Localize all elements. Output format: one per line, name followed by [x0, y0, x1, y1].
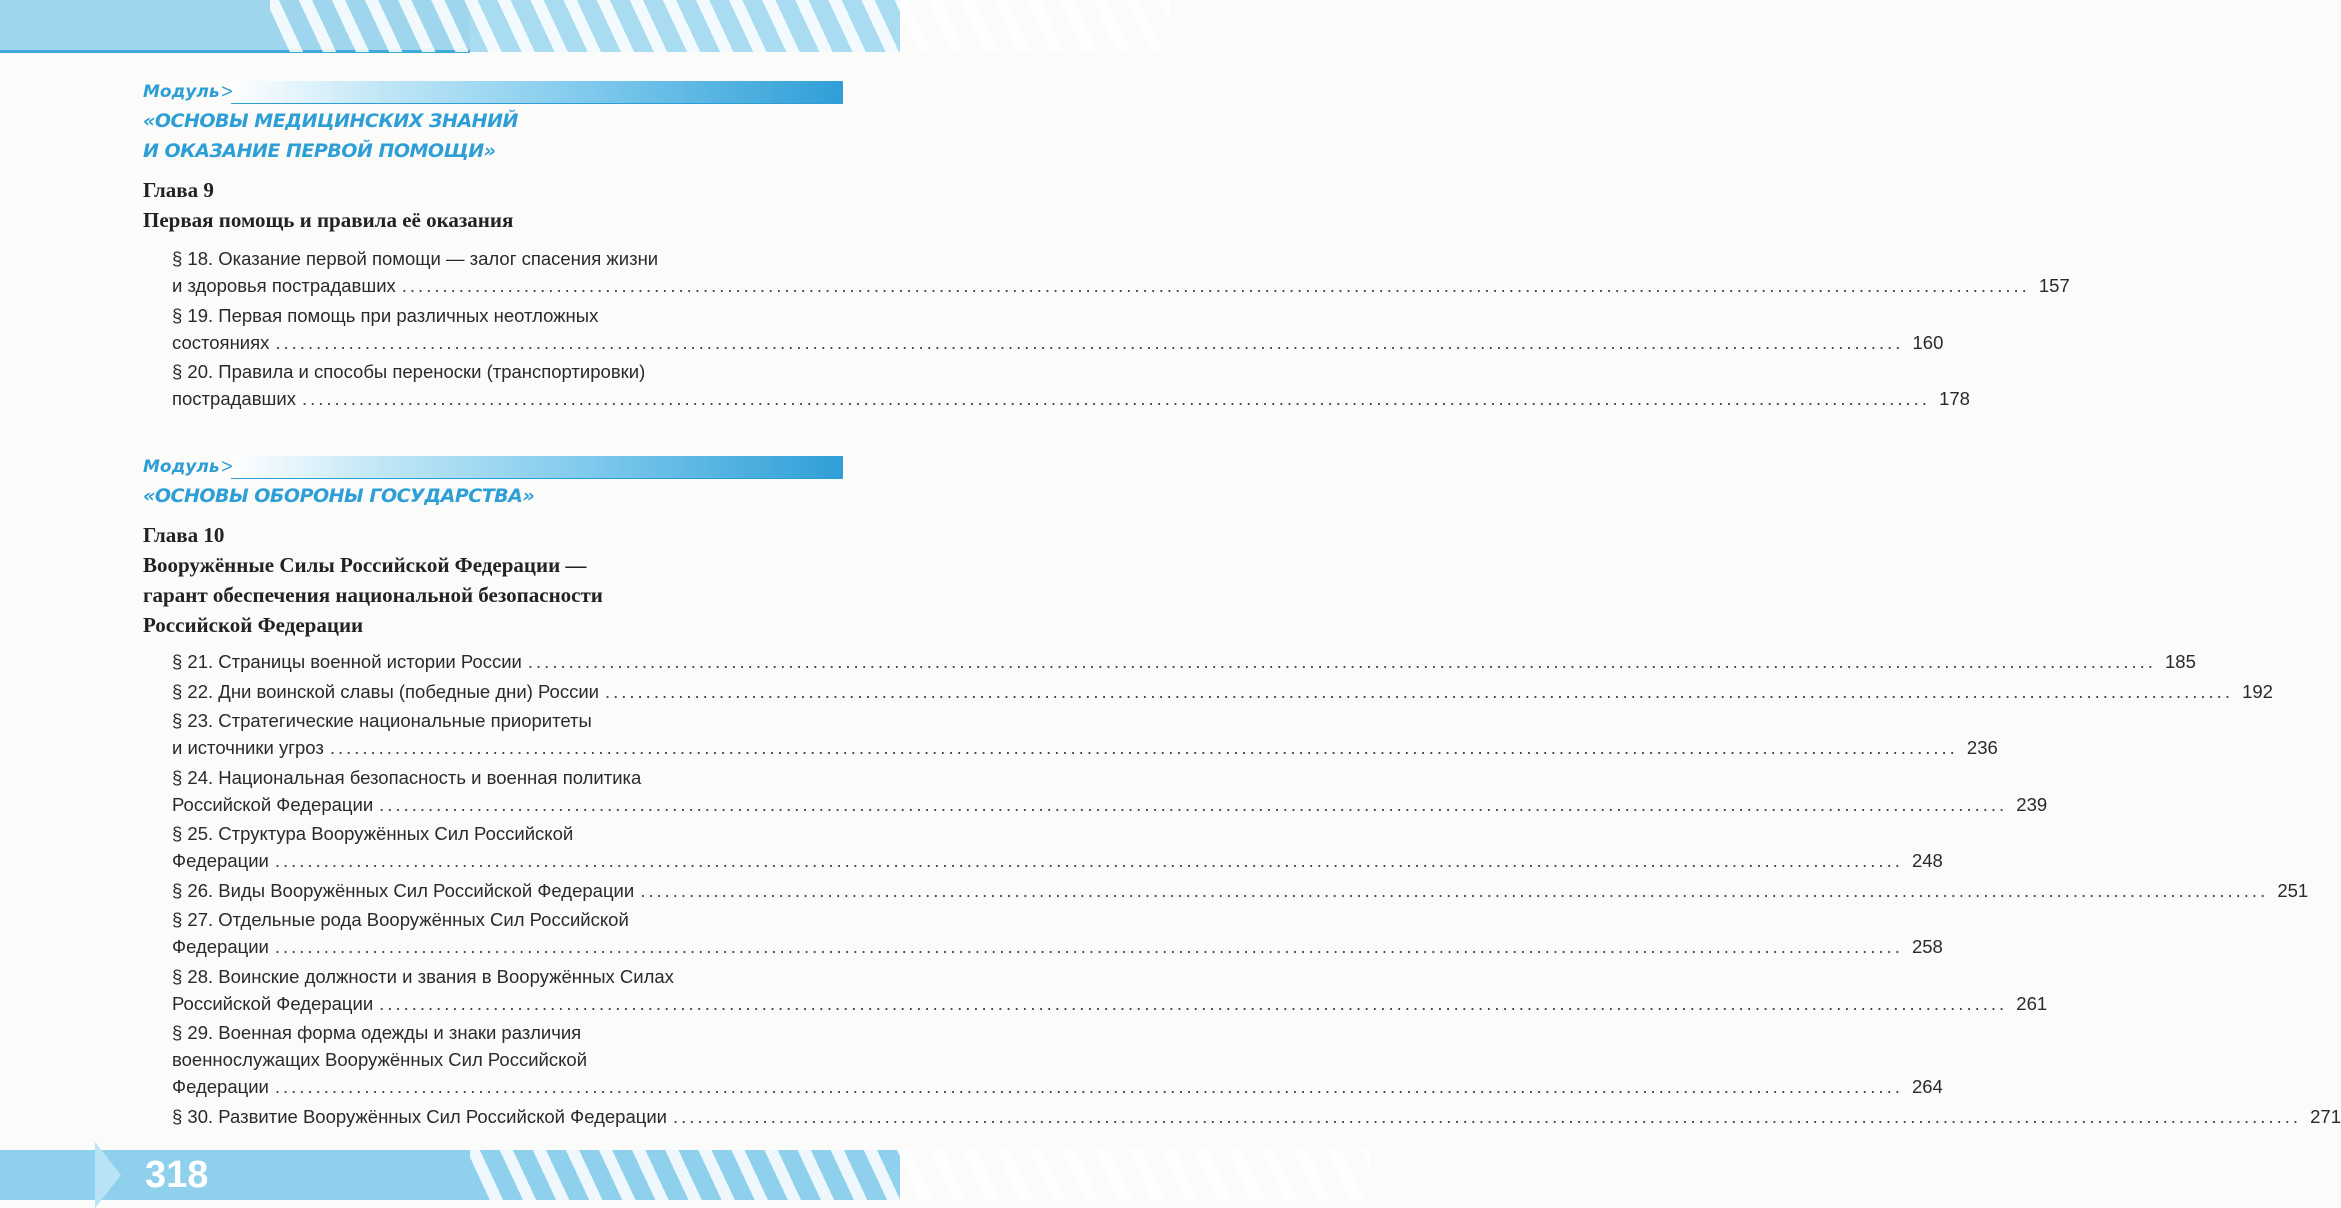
- module-bar: [221, 455, 843, 479]
- toc-entry-text: § 19. Первая помощь при различных неотложных: [172, 304, 599, 326]
- toc-entry-text: § 29. Военная форма одежды и знаки различия: [172, 1022, 582, 1043]
- toc-entry-text: § 28. Воинские должности и звания в Вооружённых Силах: [172, 965, 674, 987]
- toc-page-number: 271: [2310, 1105, 2341, 1127]
- toc-page-number: 239: [2016, 793, 2048, 815]
- toc-entry[interactable]: [172, 1019, 1943, 1100]
- toc-page-number: 264: [1911, 1076, 1943, 1097]
- dot-leader: ........................................................................................................................................................................................................: [275, 331, 1904, 353]
- toc-entry-line: [172, 245, 844, 272]
- toc-entry-line: [172, 678, 2273, 705]
- toc-entry[interactable]: [172, 820, 1943, 874]
- toc-entry[interactable]: [172, 678, 2273, 705]
- dot-leader: ........................................................................................................................................................................................................: [673, 1105, 2301, 1127]
- toc-entry-text: Российской Федерации: [172, 992, 374, 1014]
- toc-entry-text: § 21. Страницы военной истории России: [172, 651, 522, 672]
- toc-entry-line: [172, 1046, 844, 1073]
- toc-entry-line: [172, 272, 2070, 299]
- toc-page-number: 251: [2277, 879, 2309, 901]
- chapter-title-line: Вооружённые Силы Российской Федерации —: [143, 553, 587, 577]
- toc-page-number: 160: [1912, 331, 1944, 353]
- page-number: 318: [145, 1154, 209, 1196]
- toc-entry-text: § 24. Национальная безопасность и военная политика: [172, 766, 642, 788]
- toc-entry[interactable]: [172, 906, 1943, 960]
- dot-leader: ........................................................................................................................................................................................................: [274, 850, 1903, 871]
- toc-entry-text: Российской Федерации: [172, 793, 374, 815]
- dot-leader: ........................................................................................................................................................................................................: [527, 651, 2156, 672]
- toc-entry-line: [172, 1073, 1943, 1100]
- toc-entry-text: § 18. Оказание первой помощи — залог спасения жизни: [172, 248, 659, 269]
- module-label: Модуль: [143, 82, 220, 102]
- chapter-title: Первая помощь и правила её оказания: [143, 208, 514, 232]
- toc-entry-text: Федерации: [172, 936, 269, 957]
- module-title-line: И ОКАЗАНИЕ ПЕРВОЙ ПОМОЩИ»: [143, 140, 496, 162]
- toc-entry-text: Федерации: [172, 850, 269, 871]
- toc-entry[interactable]: [172, 245, 2070, 299]
- toc-entry-line: [172, 820, 844, 847]
- toc-entry-line: [172, 302, 844, 329]
- toc-page-number: 185: [2165, 651, 2196, 672]
- toc-entry-line: [172, 933, 1943, 960]
- toc-entry-text: § 27. Отдельные рода Вооружённых Сил Российской: [172, 909, 629, 930]
- chapter-title-line: гарант обеспечения национальной безопасности: [143, 583, 603, 607]
- dot-leader: ........................................................................................................................................................................................................: [401, 275, 2030, 296]
- chapter-label: Глава 9: [143, 178, 214, 202]
- chapter-9-heading: [143, 175, 843, 235]
- toc-entry-line: [172, 1019, 844, 1046]
- dot-leader: ........................................................................................................................................................................................................: [329, 737, 1958, 758]
- toc-entry-line: [172, 791, 2048, 818]
- toc-entry-text: и источники угроз: [172, 737, 324, 758]
- toc-entry-line: [172, 385, 1970, 412]
- toc-entry[interactable]: [172, 707, 1998, 761]
- toc-entry-line: [172, 1103, 2341, 1130]
- toc-entry-text: состояниях: [172, 331, 270, 353]
- chevron-decoration-icon: [95, 1142, 121, 1208]
- toc-entry-line: [172, 648, 2196, 675]
- toc-entry-line: [172, 707, 844, 734]
- module-label: Модуль: [143, 457, 220, 477]
- toc-page-number: 157: [2038, 275, 2070, 296]
- toc-entries-chapter-10: [172, 648, 2341, 1132]
- toc-page-number: 261: [2016, 992, 2048, 1014]
- toc-entry-text: пострадавших: [172, 388, 296, 409]
- toc-entry[interactable]: [172, 358, 1970, 412]
- toc-entry-text: § 23. Стратегические национальные приоритеты: [172, 710, 592, 731]
- dot-leader: ........................................................................................................................................................................................................: [379, 992, 2008, 1014]
- toc-page-number: 248: [1911, 850, 1943, 871]
- toc-entry-line: [172, 764, 844, 791]
- toc-entry-text: § 30. Развитие Вооружённых Сил Российской Федерации: [172, 1105, 668, 1127]
- toc-entry-line: [172, 329, 1944, 356]
- bottom-decorative-band: [0, 1150, 900, 1200]
- top-band-stripes: [270, 0, 1170, 52]
- toc-page-number: 178: [1939, 388, 1970, 409]
- toc-entry-text: § 22. Дни воинской славы (победные дни) России: [172, 680, 599, 702]
- chevron-right-icon: >: [221, 455, 233, 478]
- toc-entry[interactable]: [172, 1103, 2341, 1130]
- top-decorative-band: [0, 0, 900, 52]
- toc-entry-text: § 25. Структура Вооружённых Сил Российской: [172, 823, 574, 844]
- toc-entry-text: военнослужащих Вооружённых Сил Российской: [172, 1049, 588, 1070]
- toc-entry[interactable]: [172, 648, 2196, 675]
- toc-entry-line: [172, 734, 1998, 761]
- chevron-right-icon: >: [221, 80, 233, 103]
- toc-entry-line: [172, 847, 1943, 874]
- dot-leader: ........................................................................................................................................................................................................: [640, 879, 2269, 901]
- chapter-label: Глава 10: [143, 523, 225, 547]
- toc-entry-line: [172, 990, 2048, 1017]
- module-header-defense: [143, 453, 843, 511]
- toc-page-number: 192: [2242, 680, 2273, 702]
- dot-leader: ........................................................................................................................................................................................................: [379, 793, 2008, 815]
- chapter-10-heading: [143, 520, 843, 640]
- toc-entry-line: [172, 906, 844, 933]
- toc-entry-line: [172, 963, 844, 990]
- toc-entry-text: и здоровья пострадавших: [172, 275, 396, 296]
- toc-entry[interactable]: [172, 877, 2309, 904]
- toc-entry-text: Федерации: [172, 1076, 269, 1097]
- toc-page-number: 236: [1966, 737, 1998, 758]
- toc-entry[interactable]: [172, 963, 2048, 1017]
- toc-entry-text: § 20. Правила и способы переноски (транспортировки): [172, 361, 646, 382]
- dot-leader: ........................................................................................................................................................................................................: [274, 936, 1903, 957]
- toc-entry-line: [172, 877, 2309, 904]
- module-title-line: «ОСНОВЫ ОБОРОНЫ ГОСУДАРСТВА»: [143, 485, 535, 507]
- dot-leader: ........................................................................................................................................................................................................: [301, 388, 1930, 409]
- toc-entry-line: [172, 358, 844, 385]
- toc-entry[interactable]: [172, 764, 2048, 818]
- toc-entry[interactable]: [172, 302, 1944, 356]
- module-header-medical: [143, 78, 843, 166]
- module-bar: [221, 80, 843, 104]
- toc-entries-chapter-9: [172, 245, 2070, 415]
- dot-leader: ........................................................................................................................................................................................................: [604, 680, 2233, 702]
- toc-entry-text: § 26. Виды Вооружённых Сил Российской Федерации: [172, 879, 635, 901]
- bottom-band-stripes: [470, 1150, 1370, 1200]
- toc-page-number: 258: [1911, 936, 1943, 957]
- chapter-title-line: Российской Федерации: [143, 613, 364, 637]
- module-title-line: «ОСНОВЫ МЕДИЦИНСКИХ ЗНАНИЙ: [143, 110, 518, 132]
- dot-leader: ........................................................................................................................................................................................................: [274, 1076, 1903, 1097]
